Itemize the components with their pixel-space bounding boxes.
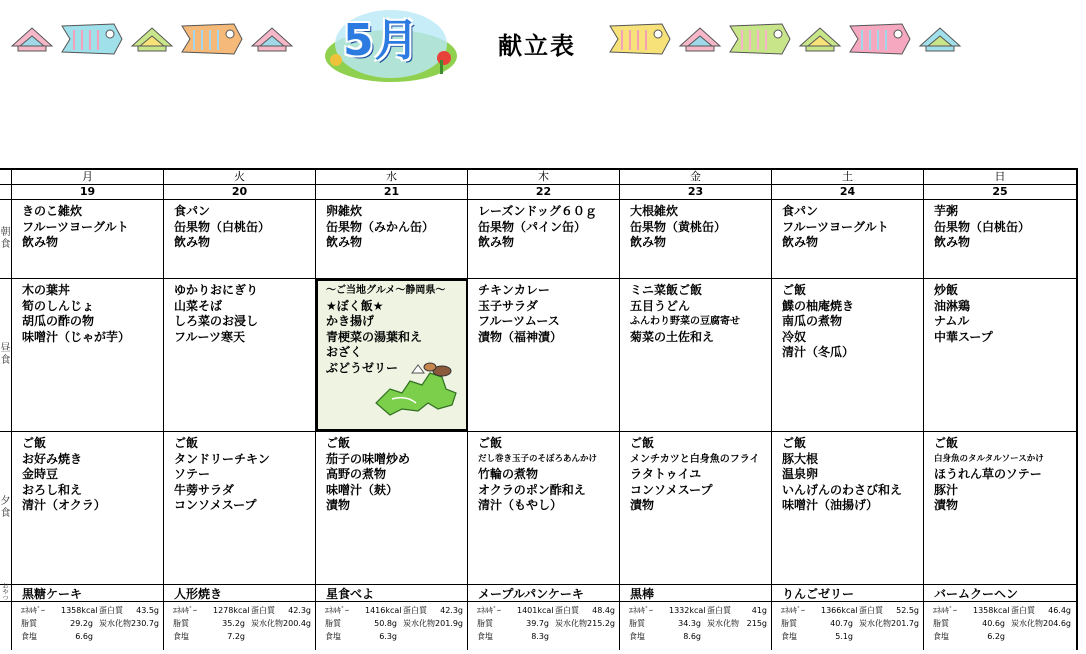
date-cell: 21 [316, 185, 468, 199]
menu-item: コンソメスープ [630, 482, 713, 497]
menu-item: チキンカレー [478, 283, 550, 297]
weekday-cell: 火 [164, 170, 316, 184]
dinner-cell [12, 432, 164, 584]
menu-item: メンチカツと白身魚のフライ [630, 453, 760, 465]
nutrition-cell: ｴﾈﾙｷﾞｰ 1416kcal 蛋白質 42.3g 脂質 50.8g 炭水化物 201.9g 食塩 6.3g [316, 602, 468, 650]
date-cell: 24 [772, 185, 924, 199]
menu-item: 大根雑炊 [630, 204, 679, 218]
menu-item: 木の葉丼 [22, 283, 71, 297]
kabuto-icon [798, 24, 842, 54]
weekday-cell: 日 [994, 170, 1006, 183]
row-label-blank [0, 170, 12, 184]
menu-item: ほうれん草のソテー [934, 467, 1042, 481]
dinner-cell [164, 432, 316, 584]
lunch-cell [620, 279, 772, 431]
menu-item: 缶果物（黄桃缶） [630, 219, 727, 234]
menu-item: 飲み物 [326, 235, 363, 249]
menu-item: 白身魚のタルタルソースかけ [934, 453, 1044, 464]
dinner-cell [772, 432, 924, 584]
menu-item: ご飯 [782, 283, 807, 297]
snack-cell: 星食べよ [316, 585, 468, 601]
date-cell: 22 [468, 185, 620, 199]
menu-item: 玉子サラダ [478, 298, 538, 313]
menu-item: フルーツムース [478, 314, 560, 328]
menu-item: 冷奴 [782, 329, 807, 344]
nutrition-cell: ｴﾈﾙｷﾞｰ 1401kcal 蛋白質 48.4g 脂質 39.7g 炭水化物 215.2g 食塩 8.3g [468, 602, 620, 650]
row-label-blank [0, 185, 12, 199]
month-label: 5月 [343, 15, 420, 66]
dinner-cell [468, 432, 620, 584]
menu-item: ご飯 [326, 436, 351, 450]
lunch-cell [164, 279, 316, 431]
menu-item: ゆかりおにぎり [174, 283, 259, 297]
menu-item: ミニ菜飯ご飯 [630, 283, 703, 297]
menu-item: フルーツヨーグルト [22, 219, 129, 234]
nutrition-row [0, 602, 1076, 650]
date-cell: 23 [620, 185, 772, 199]
menu-item: 牛蒡サラダ [174, 482, 234, 497]
weekday-cell: 木 [468, 170, 620, 184]
menu-item: ご飯 [782, 436, 807, 450]
menu-item: 金時豆 [22, 467, 59, 481]
menu-item: おろし和え [22, 482, 83, 497]
menu-item: レーズンドッグ６０ｇ [478, 204, 597, 218]
date-cell: 19 [12, 185, 164, 199]
weekday-cell: 水 [316, 170, 468, 184]
snack-label: お や つ [0, 585, 12, 601]
carp-streamer-icon [60, 22, 124, 56]
menu-item: タンドリーチキン [174, 451, 270, 466]
menu-item: きのこ雑炊 [22, 204, 83, 218]
nutrition-cell: ｴﾈﾙｷﾞｰ 1358kcal 蛋白質 46.4g 脂質 40.6g 炭水化物 204.6g 食塩 6.2g [933, 606, 1071, 641]
menu-item: 飲み物 [934, 235, 971, 249]
lunch-row [0, 279, 1076, 432]
menu-item: オクラのポン酢和え [478, 482, 586, 497]
menu-item: かき揚げ [326, 314, 375, 328]
menu-item: 味噌汁（麸） [326, 482, 399, 497]
snack-cell: りんごゼリー [772, 585, 924, 601]
menu-item: おざく [326, 345, 363, 359]
menu-item: 飲み物 [174, 235, 211, 249]
weekday-cell: 金 [620, 170, 772, 184]
breakfast-label: 朝 食 [0, 200, 12, 278]
menu-item: 茄子の味噌炒め [326, 451, 411, 466]
menu-item: 油淋鶏 [934, 298, 971, 313]
menu-item: 五目うどん [630, 298, 691, 313]
menu-item: 漬物（福神漬） [478, 329, 563, 344]
dinner-cell [620, 432, 772, 584]
weekday-cell: 月 [12, 170, 164, 184]
menu-item: ソテー [174, 467, 211, 481]
menu-item: 飲み物 [478, 235, 515, 249]
nutrition-cell: ｴﾈﾙｷﾞｰ 1366kcal 蛋白質 52.5g 脂質 40.7g 炭水化物 201.7g 食塩 5.1g [772, 602, 924, 650]
carp-streamer-icon [728, 22, 792, 56]
kabuto-icon [918, 24, 962, 54]
shizuoka-map-icon [372, 359, 462, 421]
menu-item: 青梗菜の湯葉和え [326, 329, 423, 344]
menu-item: 豚大根 [782, 451, 819, 466]
menu-item: ラタトゥイユ [630, 467, 702, 481]
koinobori-decoration-left [10, 14, 294, 64]
date-header-row [0, 185, 1076, 200]
featured-banner: ～ご当地グルメ～静岡県～ [326, 285, 446, 296]
menu-item: しろ菜のお浸し [174, 314, 259, 328]
breakfast-cell [924, 200, 1076, 278]
date-cell: 25 [992, 185, 1008, 198]
breakfast-cell [468, 200, 620, 278]
menu-table [0, 168, 1078, 650]
dinner-row [0, 432, 1076, 585]
menu-item: 豚汁 [934, 482, 959, 497]
menu-item: ご飯 [22, 436, 47, 450]
dinner-cell [316, 432, 468, 584]
menu-item: ナムル [934, 314, 970, 328]
kabuto-icon [250, 24, 294, 54]
carp-streamer-icon [848, 22, 912, 56]
row-label-blank [0, 602, 12, 650]
carp-streamer-icon [180, 22, 244, 56]
menu-item: フルーツヨーグルト [782, 219, 889, 234]
menu-item: 飲み物 [782, 235, 819, 249]
menu-item: 食パン [782, 204, 819, 218]
menu-item: 卵雑炊 [326, 204, 363, 218]
menu-item: コンソメスープ [174, 498, 257, 512]
weekday-cell: 土 [772, 170, 924, 184]
menu-item: フルーツ寒天 [174, 329, 246, 344]
breakfast-cell [12, 200, 164, 278]
menu-item: いんげんのわさび和え [782, 482, 903, 497]
menu-item: 飲み物 [22, 235, 59, 249]
menu-item: ご飯 [174, 436, 199, 450]
menu-item: 芋粥 [934, 204, 959, 218]
menu-item: 漬物 [630, 498, 655, 512]
header-banner [0, 0, 1086, 100]
menu-item: 味噌汁（油揚げ） [782, 498, 879, 512]
page-title: 献立表 [498, 32, 576, 60]
snack-cell: 黒糖ケーキ [12, 585, 164, 601]
menu-item: 清汁（もやし） [478, 498, 563, 512]
nutrition-cell: ｴﾈﾙｷﾞｰ 1278kcal 蛋白質 42.3g 脂質 35.2g 炭水化物 200.4g 食塩 7.2g [164, 602, 316, 650]
breakfast-cell [316, 200, 468, 278]
dinner-label: 夕 食 [0, 432, 12, 584]
menu-item: 胡瓜の酢の物 [22, 314, 95, 328]
menu-item: 漬物 [934, 498, 959, 512]
menu-item: 清汁（オクラ） [22, 498, 106, 512]
menu-item: 菊菜の土佐和え [630, 329, 715, 344]
lunch-label: 昼 食 [0, 279, 12, 431]
menu-item: 温泉卵 [782, 467, 819, 481]
snack-cell: メープルパンケーキ [468, 585, 620, 601]
breakfast-cell [620, 200, 772, 278]
menu-item: 南瓜の煮物 [782, 314, 843, 328]
breakfast-row [0, 200, 1076, 279]
lunch-cell [468, 279, 620, 431]
lunch-cell [924, 279, 1076, 431]
lunch-cell [12, 279, 164, 431]
breakfast-cell [164, 200, 316, 278]
menu-item: ご飯 [630, 436, 655, 450]
menu-item: 中華スープ [934, 329, 993, 344]
menu-item: 缶果物（白桃缶） [934, 219, 1031, 234]
carp-streamer-icon [608, 22, 672, 56]
breakfast-cell [772, 200, 924, 278]
weekday-header-row [0, 170, 1076, 185]
featured-lunch-cell [316, 279, 468, 431]
lunch-cell [772, 279, 924, 431]
kabuto-icon [678, 24, 722, 54]
dinner-cell [924, 432, 1076, 584]
snack-row [0, 585, 1076, 602]
menu-item: 山菜そば [174, 298, 223, 313]
menu-item: 缶果物（白桃缶） [174, 219, 271, 234]
snack-cell: 黒棒 [620, 585, 772, 601]
date-cell: 20 [164, 185, 316, 199]
menu-item: だし巻き玉子のそぼろあんかけ [478, 453, 598, 464]
menu-item: お好み焼き [22, 451, 83, 466]
menu-item: 高野の煮物 [326, 467, 387, 481]
menu-item: ご飯 [478, 436, 503, 450]
menu-item: 鰈の柚庵焼き [782, 298, 855, 313]
menu-item: ふんわり野菜の豆腐寄せ [630, 316, 740, 327]
menu-item: 缶果物（パイン缶） [478, 219, 587, 234]
snack-cell: 人形焼き [164, 585, 316, 601]
kabuto-icon [130, 24, 174, 54]
menu-item: ご飯 [934, 436, 959, 450]
menu-item: 食パン [174, 204, 211, 218]
menu-item: ★ぼく飯★ [326, 298, 384, 313]
menu-item: 飲み物 [630, 235, 667, 249]
menu-item: 筍のしんじょ [22, 298, 95, 313]
nutrition-cell: ｴﾈﾙｷﾞｰ 1358kcal 蛋白質 43.5g 脂質 29.2g 炭水化物 230.7g 食塩 6.6g [12, 602, 164, 650]
menu-item: ぶどうゼリー [326, 360, 399, 375]
snack-cell: バームクーヘン [934, 587, 1019, 601]
menu-item: 竹輪の煮物 [478, 467, 539, 481]
kabuto-icon [10, 24, 54, 54]
nutrition-cell: ｴﾈﾙｷﾞｰ 1332kcal 蛋白質 41g 脂質 34.3g 炭水化物 215g 食塩 8.6g [620, 602, 772, 650]
menu-item: 缶果物（みかん缶） [326, 219, 435, 234]
menu-item: 炒飯 [934, 283, 959, 297]
menu-item: 漬物 [326, 498, 351, 512]
koinobori-decoration-right [608, 14, 962, 64]
menu-item: 味噌汁（じゃが芋） [22, 329, 131, 344]
menu-item: 清汁（冬瓜） [782, 345, 855, 359]
